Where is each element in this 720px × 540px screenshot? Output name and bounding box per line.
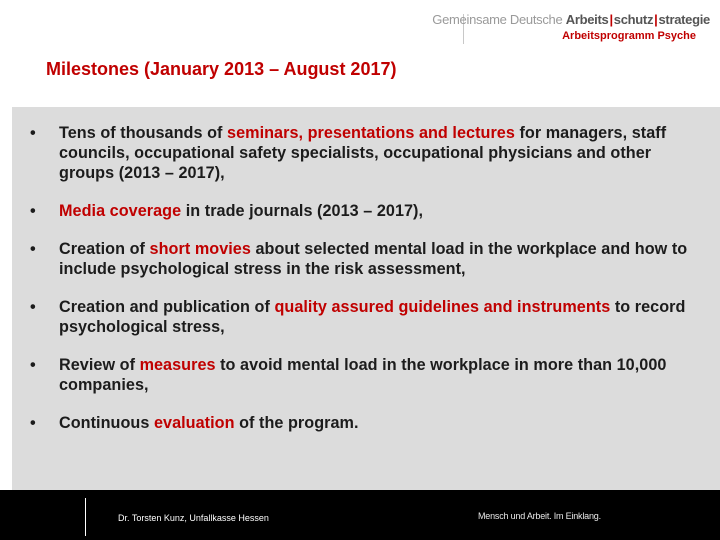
header	[0, 0, 720, 100]
logo-part-4: strategie	[658, 12, 710, 27]
footer-tagline: Mensch und Arbeit. Im Einklang.	[478, 511, 601, 521]
bullet-marker: •	[30, 240, 36, 258]
bullet-highlight: seminars, presentations and lectures	[227, 124, 515, 142]
bullet-marker: •	[30, 356, 36, 374]
list-item	[12, 123, 720, 183]
bullet-text: Tens of thousands of	[59, 124, 228, 142]
bullet-highlight: measures	[139, 356, 216, 374]
list-item	[12, 297, 720, 337]
bullet-marker: •	[30, 298, 36, 316]
list-item	[12, 239, 720, 279]
footer	[0, 490, 720, 540]
bullet-highlight: Media coverage	[59, 202, 182, 220]
author-credit: Dr. Torsten Kunz, Unfallkasse Hessen	[118, 513, 269, 523]
list-item	[12, 413, 720, 433]
bullet-marker: •	[30, 202, 36, 220]
bullet-text: to avoid mental load in the workplace in more than 10,000 companies,	[59, 356, 667, 394]
bullet-text: in trade journals (2013 – 2017),	[181, 202, 424, 220]
bullet-highlight: short movies	[149, 240, 251, 258]
bullet-text: Continuous	[59, 414, 154, 432]
list-item	[12, 201, 720, 221]
footer-divider	[85, 498, 86, 536]
logo-separator-1: |	[609, 12, 613, 27]
bullet-text: Creation of	[59, 240, 150, 258]
slide-title: Milestones (January 2013 – August 2017)	[46, 59, 397, 79]
bullet-marker: •	[30, 124, 36, 142]
bullet-highlight: quality assured guidelines and instruments	[274, 298, 611, 316]
bullet-text: to record psychological stress,	[59, 298, 686, 336]
bullet-highlight: evaluation	[153, 414, 235, 432]
content-panel	[12, 107, 720, 490]
gda-logo	[432, 12, 710, 42]
logo-subline: Arbeitsprogramm Psyche	[562, 30, 696, 42]
bullet-text: about selected mental load in the workplace and how to include psychological stress in the risk assessment,	[59, 240, 688, 278]
logo-part-1: Gemeinsame Deutsche	[432, 12, 563, 27]
logo-part-2: Arbeits	[565, 12, 609, 27]
bullet-text: Review of	[59, 356, 140, 374]
logo-part-3: schutz	[613, 12, 654, 27]
bullet-marker: •	[30, 414, 36, 432]
logo-wordmark	[432, 12, 710, 27]
bullet-text: of the program.	[234, 414, 359, 432]
bullet-text: for managers, staff councils, occupational safety specialists, occupational physicians and other groups (2013 – 2017),	[59, 124, 667, 182]
logo-separator-2: |	[654, 12, 658, 27]
milestone-list	[12, 123, 720, 433]
list-item	[12, 355, 720, 395]
bullet-text: Creation and publication of	[59, 298, 275, 316]
